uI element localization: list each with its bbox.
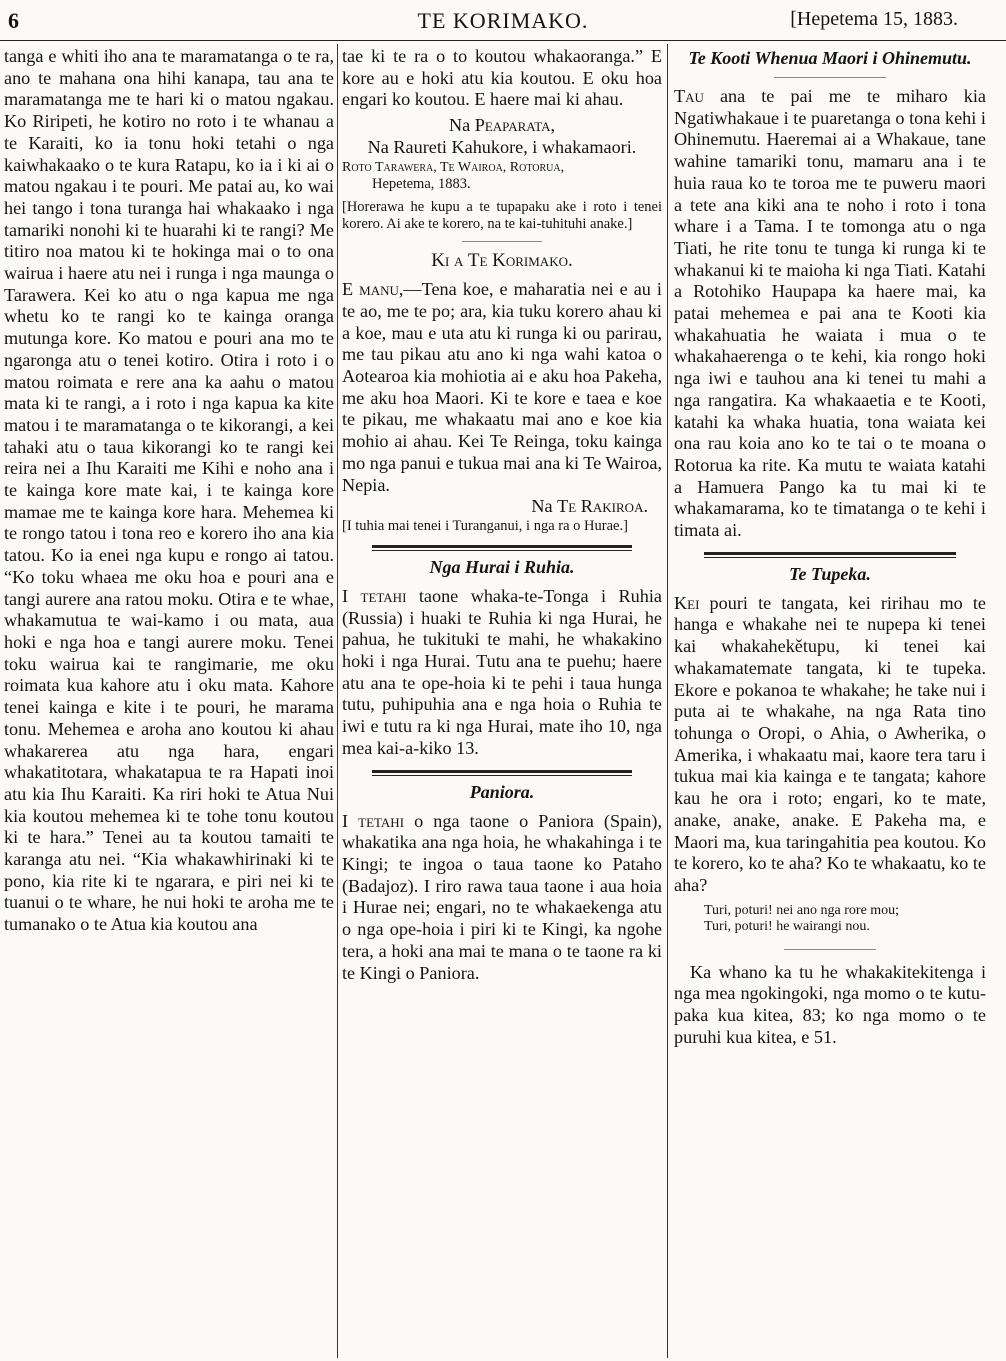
letter-signature xyxy=(342,115,662,137)
column-3 xyxy=(674,46,986,1358)
article-nga-hurai xyxy=(342,586,662,760)
issue-date: [Hepetema 15, 1883. xyxy=(790,8,958,30)
verse-line: Turi, poturi! he wairangi nou. xyxy=(704,918,870,934)
letter-text: —Tena koe, e maharatia nei e au i te ao, me te po; ara, kia tuku korero ahau ki a koe, mau e uta atu ki runga ki ou parirau, me tau pikau atu ano ki nga wahi katoa o Aotearoa kia mohiotia ai e aku hoa Pakeha, me aku hoa Maori. Ki te kore e taea e koe te pikau, me whakaatu mai ano e koe kia mohio ai ahau. Kei Te Reinga, toku kainga mo nga panui e tukua mai ana ki Te Wairoa, Nepia. xyxy=(342,279,662,495)
article-lead: Tau xyxy=(674,86,704,106)
double-rule xyxy=(704,552,956,558)
verse-line: Turi, poturi! nei ano nga rore mou; xyxy=(704,902,900,918)
separator-rule xyxy=(774,77,886,78)
article-text: taone whaka-te-Tonga i Ruhia (Russia) i huaki te Ruhia ki nga Hurai, he pahua, he tukituki te mahi, he whakakino hoki i nga Hurai. Tutu ana te puehu; haere atu ana te ope-hoia ki te pehi i taua hunga tutu, puhipuhia ana e nga hoia o Ruhia te iwi e tutu ra ki nga Hurai, mate iho 10, nga mea kai-a-kiko 13. xyxy=(342,585,662,758)
letter-body xyxy=(342,279,662,496)
letter-signature-2 xyxy=(342,496,662,518)
double-rule xyxy=(372,545,632,551)
column-2 xyxy=(342,46,662,1358)
article-te-tupeka xyxy=(674,593,986,897)
section-heading-te-kooti-whenua: Te Kooti Whenua Maori i Ohinemutu. xyxy=(688,48,972,68)
page-header xyxy=(0,0,1006,41)
section-heading-nga-hurai: Nga Hurai i Ruhia. xyxy=(429,556,575,577)
section-heading-ki-a-te-korimako: Ki a Te Korimako. xyxy=(431,249,573,271)
dateline-date: Hepetema, 1883. xyxy=(372,175,471,192)
article-text: ana te pai me te miharo kia Ngatiwhakaue i te puaretanga o tona kehi i Ohinemutu. Haeremai ai a Whakaue, tane wahine tamariki tonu, mamaru ana i te huia raua ko te toroa me te puweru maori a tete ana kiki ana te noho i roto i tona whare i a Tama. I te tomonga atu o nga Tiati, he rite tonu te tunga ki runga ki te whakanui ki te maioha ki nga Tiati. Katahi a Rotohiko Haupapa ka haere mai, ka patai mehemea e pai ana te Kooti kia whakahuatia he waiata i mua o te whakahaerenga o te kehi, kia rongo hoki nga iwi e tauhou ana ki tenei tu mahi a nga rangatira. Ka whakaaetia e te Kooti, katahi ka whaka huatia, tona waiata kei ona rau koia ano ko te tai o te moana o Rotorua ka rite. Ka mutu te waiata katahi a Hamuera Pango ka tu mai ki te whakamarama, ko te timatanga o te kehi i timata ai. xyxy=(674,86,986,541)
article-lead: Kei xyxy=(674,592,700,613)
section-heading-te-tupeka: Te Tupeka. xyxy=(789,563,871,584)
separator-rule xyxy=(784,949,876,950)
signature-name: Peaparata, xyxy=(474,115,556,136)
article-paniora xyxy=(342,811,662,985)
column-rule-2 xyxy=(667,44,668,1358)
verse-block xyxy=(704,903,986,935)
letter-salutation: E manu, xyxy=(342,279,404,300)
editor-note-2: [I tuhia mai tenei i Turanganui, i nga ra o Hurae.] xyxy=(342,517,628,534)
double-rule xyxy=(372,770,632,776)
separator-rule xyxy=(462,241,542,242)
article-te-kooti xyxy=(674,86,986,542)
page-number: 6 xyxy=(8,8,19,33)
signature-na: Na xyxy=(448,115,471,136)
signature-na: Na xyxy=(531,496,553,517)
dateline-place: Roto Tarawera, Te Wairoa, Rotorua, xyxy=(342,159,565,175)
signature-name: Te Rakiroa. xyxy=(557,496,648,517)
column-1 xyxy=(4,46,334,1358)
newspaper-title: TE KORIMAKO. xyxy=(417,8,589,33)
article-continuation-text: tanga e whiti iho ana te maramatanga o te ra, ano te mahana ona hihi kanapa, tau ana te maramatanga me te hari ki o matou ngakau. Ko Riripeti, he kotiro no roto i te whanau a te Karaiti, ko ia tonu hoki tetahi o nga kaiwhakaako o te kura Ratapu, ko ia i ki ai o matou ngakau i te pouri. Me patai au, ko wai hei tango i tona turanga hai whakaako i nga tamariki nonohi ki te huarahi ki te rangi? Me titiro noa matou ki te hokinga mai o to ona wairua i haere atu nei i runga i nga maunga o Tarawera. Kei ko atu o nga kapua me nga whetu ko te rangi ko te kainga oranga mutunga kore. Ko matou e pouri ana mo te ngaronga atu o tenei kotiro. Otira i roto i o matou roimata e rere ana ka aahu o matou mata ki te rangi, a i roto i nga kapua ka kite matou i te maramatanga o te kikorangi, a kei tahaki atu o taua kikorangi ko te rangi kei reira nei a Ihu Karaiti me Kihi e noho ana i te kainga kore mate kai, i te kainga kore mamae me te kainga kore hara. Mehemea ki te rongo tatou i tona reo e korero iho ana kia tatou. Ko ia enei nga kupu e rongo ai tatou. “Ko toku whaea me oku hoa e pouri ana e tangi aurere ana ratou moku. Otira e te whae, whakamutua te wai-kamo i ou mata, aua hoki e nga hoa e tangi aurere moku. Tenei toku wairua kai te rangimarie, me oku roimata kua kahore atu i oku mata. Kahore tenei kainga e kite i te pouri, he marama tonu. Mehemea e aroha ano koutou ki ahau whakarerea atu nga hara, engari whakatitotara, whakatapua te ra Hapati inoi atu kia Ihu Karaiti. Ka riri hoki te Atua Nui kia koutou mehemea ki te tohe tonu koutou ki te hara.” Tenei au ta koutou tamaiti te karanga atu nei. “Kia whakawhirinaki ki te pono, kia rite ki te ngarara, e piri nei ki te tuanui o te whare, he nui hoki te aroha me te tumanako o te Atua kia koutou ana xyxy=(4,46,334,935)
article-lead: I tetahi xyxy=(342,585,407,606)
article-text: o nga taone o Paniora (Spain), whakatika ana nga hoia, he whakahinga i te Kingi; te ingoa o taua taone ko Pataho (Badajoz). I riro rawa taua taone i aua hoia i Hurae nei; engari, no te whakaekenga atu o nga ope-hoia i piri ki te Kingi, ka ngohe tera, a hoki ana mai te mana o te taone ra ki te Kingi o Paniora. xyxy=(342,810,662,983)
section-heading-paniora: Paniora. xyxy=(469,781,535,802)
article-ngokingoki: Ka whano ka tu he whakakitekitenga i nga mea ngokingoki, nga momo o te kutu-paka kua kitea, 83; ko nga momo o te puruhi kua kitea, e 51. xyxy=(674,961,986,1047)
letter-ending-text: tae ki te ra o to koutou whakaoranga.” E kore au e hoki atu kia koutou. E oku hoa engari ko koutou. E haere mai ki ahau. xyxy=(342,46,662,110)
article-text: pouri te tangata, kei ririhau mo te hanga e whakahe nei te nupepa ki tenei kai whakahekětupu, ki tenei kai whakamatemate tangata, ki te tupeka. Ekore e pokanoa te whakahe; he take nui i puta ai te whakahe, na nga Rata tino tohunga o Oropi, o Ahia, o Awherika, o Amerika, i whakaatu mai, kaore tera taru i tukua mai kia kainga e te tangata; kahore kau he ora i roto; engari, ko te mate, anake, anake, anake. E Pakeha ma, e Maori ma, kua taringahitia pea koutou. Ko te korero, ko te aha? Ko te whakaatu, ko te aha? xyxy=(674,592,986,895)
article-lead: I tetahi xyxy=(342,810,405,831)
column-rule-1 xyxy=(337,44,338,1358)
editor-note: [Horerawa he kupu a te tupapaku ake i roto i tenei korero. Ai ake te korero, na te kai-tuhituhi anake.] xyxy=(342,198,662,232)
translator-credit: Na Raureti Kahukore, i whakamaori. xyxy=(367,136,637,157)
